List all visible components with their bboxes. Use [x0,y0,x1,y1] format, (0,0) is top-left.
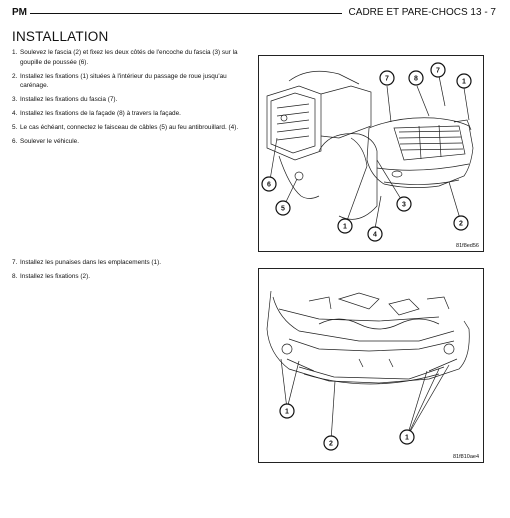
callout-1a [457,74,471,88]
step-text: Installez les fixations du fascia (7). [20,96,118,104]
callout-1-right [400,430,414,444]
callout-2 [324,436,338,450]
svg-text:7: 7 [436,67,440,75]
svg-text:1: 1 [343,223,347,231]
figure-bumper-installation [258,55,484,252]
step-item: 5. Le cas échéant, connectez le faisceau de câbles (5) au feu antibrouillard. (4). [12,124,239,132]
svg-text:8: 8 [414,75,418,83]
svg-text:1: 1 [405,434,409,442]
callout-4 [368,227,382,241]
step-text: Soulevez le fascia (2) et fixez les deux côtés de l'encoche du fascia (3) sur la goupille de poussée (6). [20,49,238,66]
svg-text:2: 2 [329,440,333,448]
callout-2 [454,216,468,230]
callout-1b [338,219,352,233]
header-left: PM [12,7,27,18]
step-text: Le cas échéant, connectez le faisceau de câbles (5) au feu antibrouillard. (4). [20,124,239,132]
steps-list-2 [12,258,244,286]
svg-text:2: 2 [459,220,463,228]
header-right: CADRE ET PARE-CHOCS 13 - 7 [348,7,496,18]
svg-text:5: 5 [281,205,285,213]
step-item: 8. Installez les fixations (2). [12,272,90,280]
step-text: Installez les punaises dans les emplacements (1). [20,259,162,266]
step-text: Installez les fixations (2). [20,272,90,280]
underside-illustration [259,269,483,462]
header-rule [30,13,342,14]
svg-text:6: 6 [267,181,271,189]
step-item: 7. Installez les punaises dans les emplacements (1). [12,259,162,266]
figure-code: 81f810ae4 [453,454,479,460]
step-text: Installez les fixations (1) situées à l'intérieur du passage de roue jusqu'au carénage. [20,72,227,90]
figure-bumper-underside [258,268,484,463]
section-title: INSTALLATION [12,29,109,44]
step-text: Soulever le véhicule. [20,138,79,146]
callout-5 [276,201,290,215]
svg-text:4: 4 [373,231,377,239]
callout-7a [380,71,394,85]
callout-6 [262,177,276,191]
svg-text:1: 1 [285,408,289,416]
step-item: 3. Installez les fixations du fascia (7). [12,96,118,104]
callout-3 [397,197,411,211]
step-item: 6. Soulever le véhicule. [12,138,79,146]
bumper-illustration [259,56,483,251]
steps-list-1 [12,48,244,151]
step-item: 1. Soulevez le fascia (2) et fixez les deux côtés de l'encoche du fascia (3) sur la goupille de poussée (6). [12,49,238,66]
callout-7b [431,63,445,77]
step-text: Installez les fixations de la façade (8) à travers la façade. [20,110,181,118]
step-item: 4. Installez les fixations de la façade (8) à travers la façade. [12,110,181,118]
callout-8 [409,71,423,85]
svg-text:7: 7 [385,75,389,83]
step-item: 2. Installez les fixations (1) situées à l'intérieur du passage de roue jusqu'au carénage. [12,72,227,90]
callout-1-left [280,404,294,418]
svg-text:1: 1 [462,78,466,86]
figure-code: 81f8ed56 [456,243,479,249]
svg-text:3: 3 [402,201,406,209]
